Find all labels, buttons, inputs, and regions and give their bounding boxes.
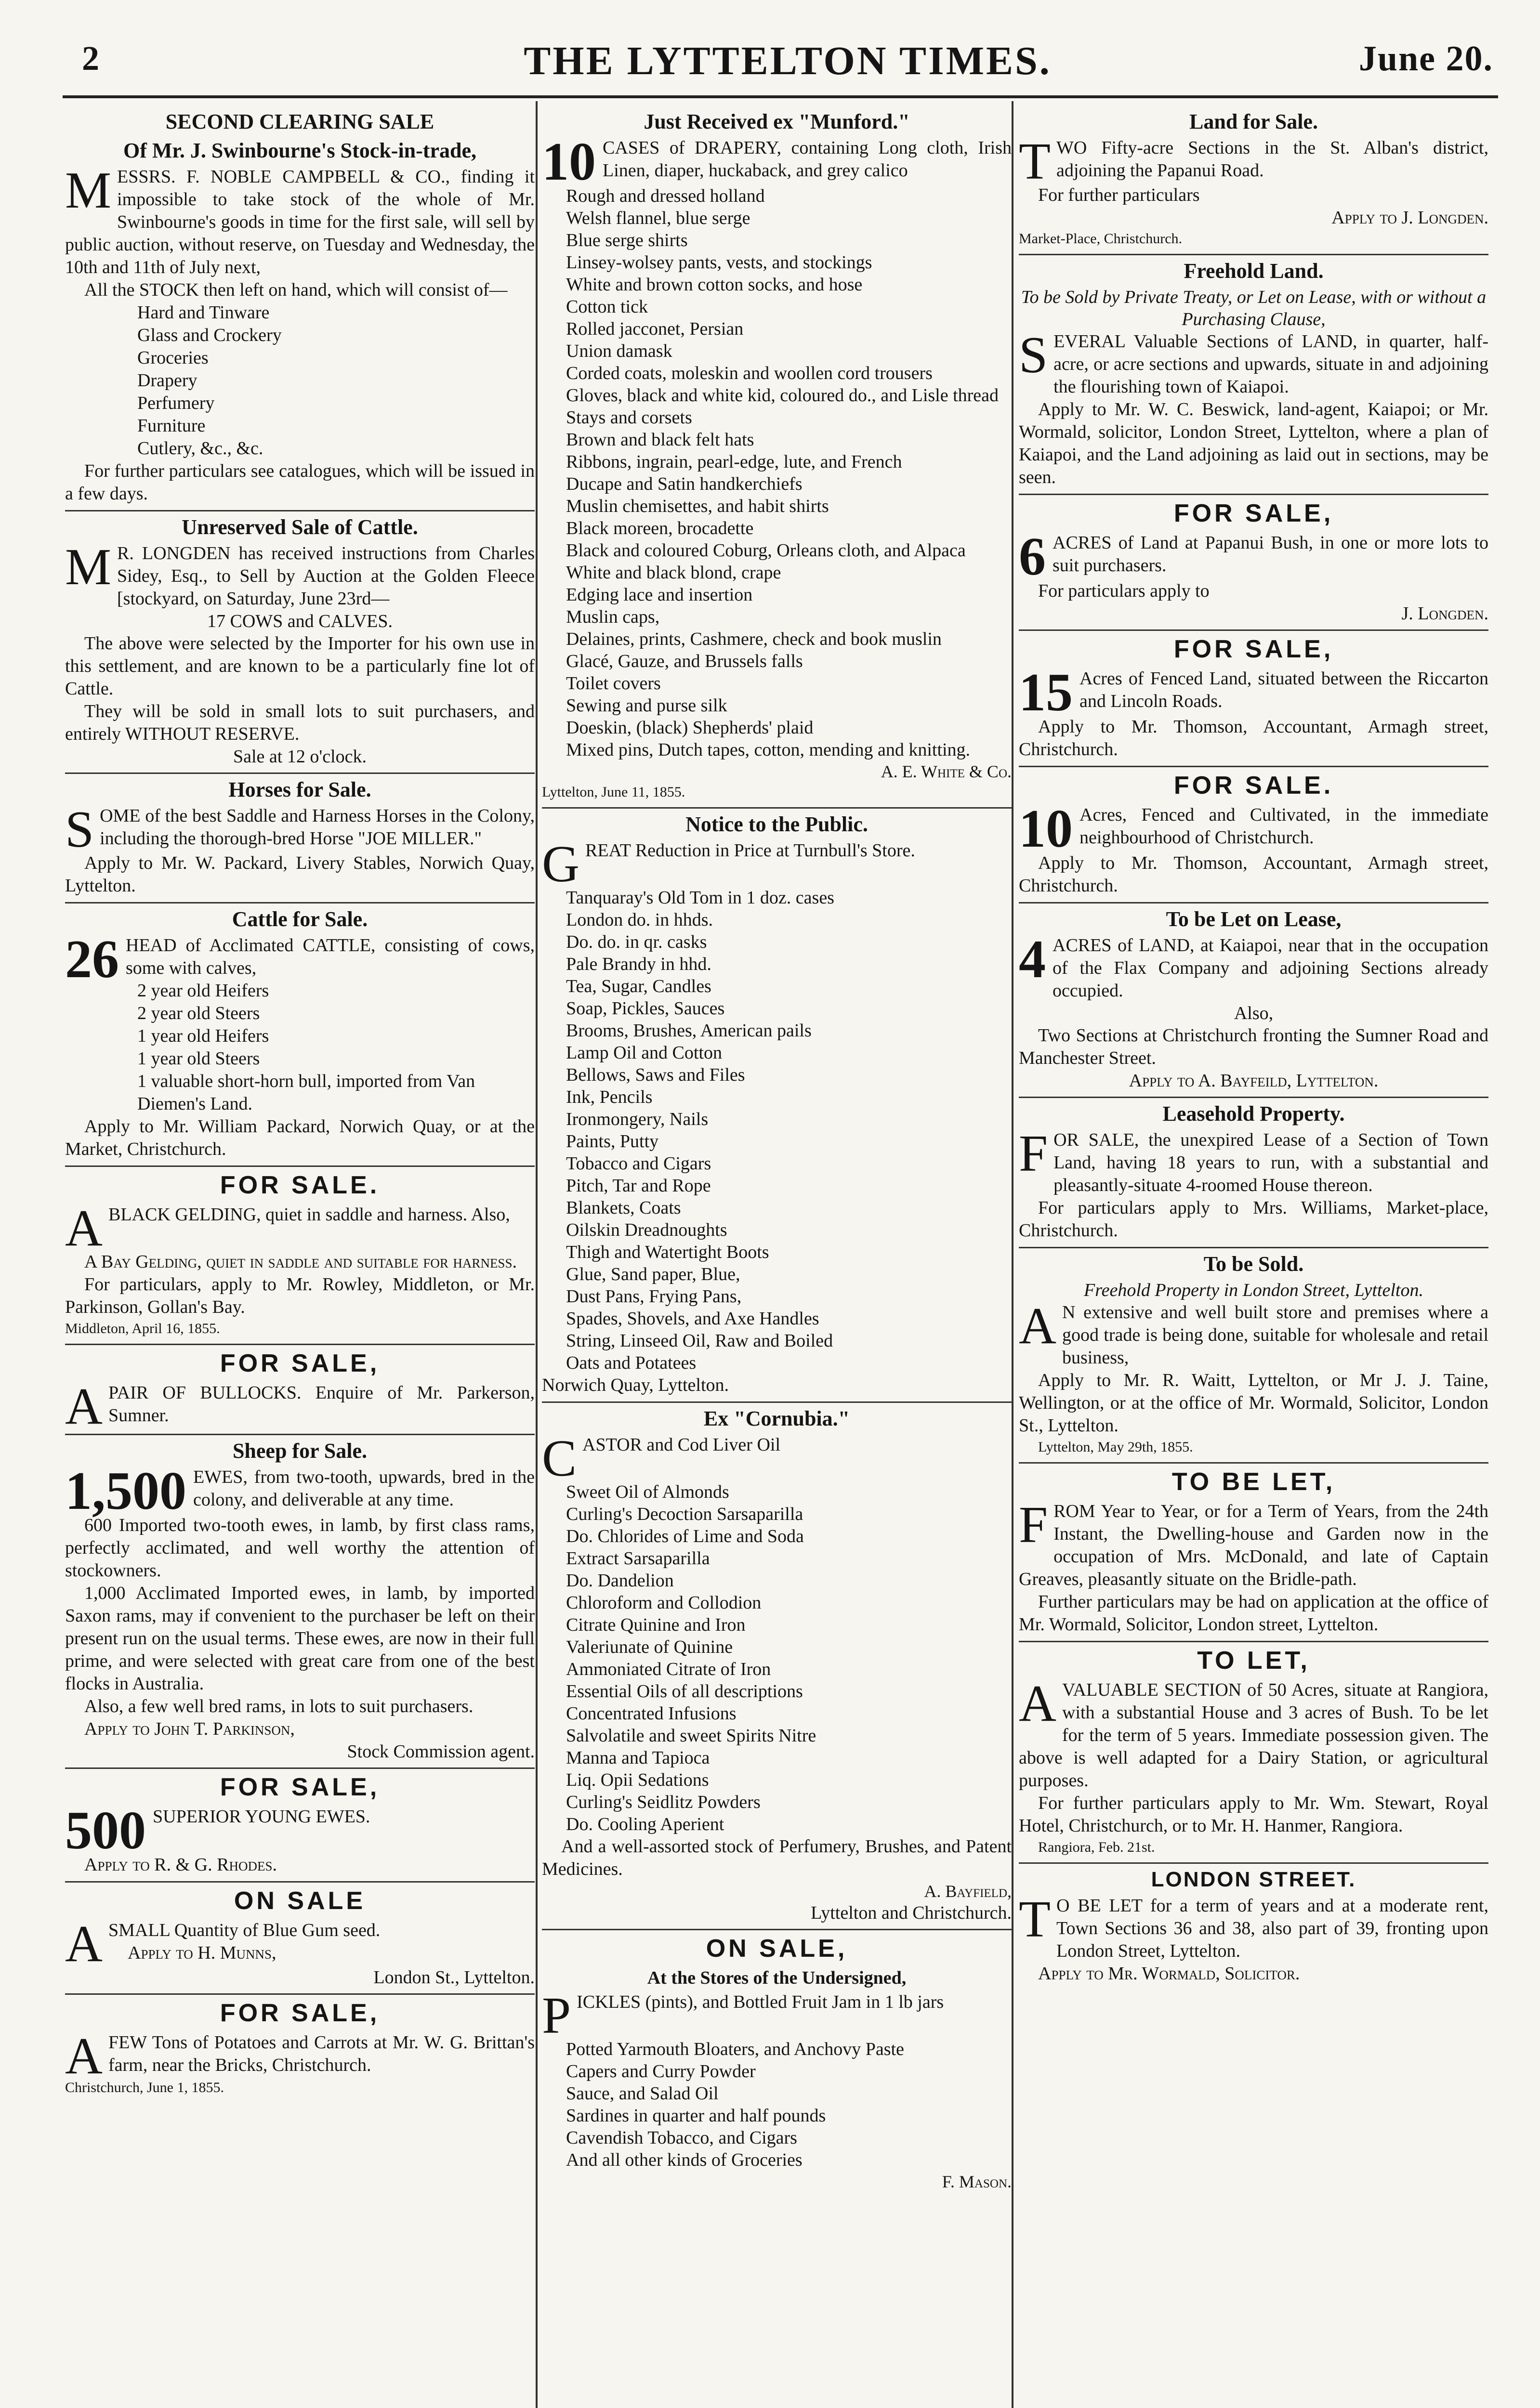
ad-bullocks — [65, 1348, 535, 1435]
list-item: Cavendish Tobacco, and Cigars — [566, 2128, 797, 2148]
ad-body: BLACK GELDING, quiet in saddle and harness. Also, — [108, 1204, 510, 1225]
ad-body: Apply to Mr. W. C. Beswick, land-agent, Kaiapoi; or Mr. Wormald, solicitor, London Street, Lyttelton, where a plan of Kaiapoi, and the Land adjoining as laid out in sections, may be seen. — [1019, 399, 1488, 487]
list-item: Capers and Curry Powder — [566, 2061, 756, 2081]
ad-clearing-sale — [65, 109, 535, 511]
list-item: Sardines in quarter and half pounds — [566, 2106, 826, 2126]
item-list — [542, 1481, 1012, 1835]
list-item: Cotton tick — [566, 297, 648, 317]
masthead-rule — [63, 95, 1498, 98]
ad-body: ACRES of LAND, at Kaiapoi, near that in the occupation of the Flax Company and adjoining Sections already occupied. — [1053, 935, 1488, 1001]
ad-signature: Apply to J. Longden. — [1331, 208, 1488, 228]
ad-heading: FOR SALE. — [220, 1171, 380, 1199]
ad-body: Acres of Fenced Land, situated between the Riccarton and Lincoln Roads. — [1079, 668, 1488, 711]
drop-cap: F — [1019, 1125, 1048, 1182]
ad-pickles — [542, 1933, 1012, 2197]
ad-body: Apply to Mr. William Packard, Norwich Quay, or at the Market, Christchurch. — [65, 1116, 535, 1159]
list-item: 1 valuable short-horn bull, imported from Van Diemen's Land. — [137, 1071, 475, 1114]
ad-signature: Lyttelton and Christchurch. — [811, 1903, 1012, 1923]
item-list — [542, 887, 1012, 1374]
ad-heading: To be Let on Lease, — [1166, 907, 1342, 931]
ad-body: R. LONGDEN has received instructions from Charles Sidey, Esq., to Sell by Auction at the Golden Fleece [stockyard, on Saturday, June 23rd— — [117, 543, 535, 609]
item-list — [65, 301, 535, 460]
ad-date: Lyttelton, June 11, 1855. — [542, 784, 685, 800]
ad-horses — [65, 777, 535, 903]
ad-heading: FOR SALE, — [1173, 635, 1334, 663]
drop-cap: P — [542, 1987, 571, 2044]
list-item: Curling's Seidlitz Powders — [566, 1792, 761, 1812]
list-item: Ironmongery, Nails — [566, 1109, 709, 1129]
list-item: Stays and corsets — [566, 407, 692, 428]
ad-body: Apply to R. & G. Rhodes. — [84, 1855, 277, 1875]
issue-date: June 20. — [1358, 39, 1493, 79]
ad-body: 1,000 Acclimated Imported ewes, in lamb, by imported Saxon rams, may if convenient to the purchaser be left on their present run on the usual terms. These ewes, are now in their full prime, and were selected with great care from one of the best flocks in Australia. — [65, 1583, 535, 1694]
ad-body: Two Sections at Christchurch fronting the Sumner Road and Manchester Street. — [1019, 1025, 1488, 1068]
list-item: Do. Chlorides of Lime and Soda — [566, 1526, 804, 1546]
ad-body: 600 Imported two-tooth ewes, in lamb, by first class rams, perfectly acclimated, and well worthy the attention of stockowners. — [65, 1515, 535, 1581]
ad-body: Sale at 12 o'clock. — [233, 746, 367, 767]
ad-body: Further particulars may be had on application at the office of Mr. Wormald, Solicitor, London street, Lyttelton. — [1019, 1592, 1488, 1635]
list-item: Union damask — [566, 341, 672, 361]
list-item: Spades, Shovels, and Axe Handles — [566, 1309, 819, 1329]
drop-cap: S — [1019, 327, 1048, 384]
list-item: Pitch, Tar and Rope — [566, 1176, 711, 1196]
list-item: Drapery — [137, 370, 197, 391]
ad-body: Apply to Mr. Thomson, Accountant, Armagh street, Christchurch. — [1019, 717, 1488, 759]
ad-body: And a well-assorted stock of Perfumery, Brushes, and Patent Medicines. — [542, 1836, 1012, 1879]
drop-number: 26 — [65, 929, 119, 989]
list-item: Lamp Oil and Cotton — [566, 1043, 723, 1063]
list-item: Mixed pins, Dutch tapes, cotton, mending and knitting. — [566, 740, 971, 760]
list-item: Muslin chemisettes, and habit shirts — [566, 496, 829, 516]
drop-cap: A — [1019, 1297, 1056, 1355]
ad-body: FEW Tons of Potatoes and Carrots at Mr. W. G. Brittan's farm, near the Bricks, Christchurch. — [108, 2032, 535, 2075]
list-item: Ink, Pencils — [566, 1087, 653, 1107]
ad-body: SUPERIOR YOUNG EWES. — [153, 1806, 370, 1827]
ad-heading: ON SALE — [234, 1887, 366, 1915]
ad-body: EVERAL Valuable Sections of LAND, in quarter, half-acre, or acre sections and upwards, situate in and adjoining the flourishing town of Kaiapoi. — [1053, 331, 1488, 397]
ad-body: Apply to John T. Parkinson, — [84, 1719, 295, 1739]
ad-body: They will be sold in small lots to suit purchasers, and entirely WITHOUT RESERVE. — [65, 701, 535, 744]
drop-cap: C — [542, 1430, 577, 1487]
ad-body: ICKLES (pints), and Bottled Fruit Jam in 1 lb jars — [577, 1992, 944, 2012]
list-item: White and black blond, crape — [566, 563, 781, 583]
drop-number: 1,500 — [65, 1461, 186, 1521]
drop-cap: A — [65, 2028, 103, 2085]
ad-fenced-land — [1019, 634, 1488, 767]
ad-body: OME of the best Saddle and Harness Horses in the Colony, including the thorough-bred Horse "JOE MILLER." — [100, 806, 535, 849]
ad-date: Rangiora, Feb. 21st. — [1038, 1839, 1155, 1855]
ad-body: SMALL Quantity of Blue Gum seed. — [108, 1920, 381, 1940]
ad-freehold-land — [1019, 258, 1488, 495]
list-item: Muslin caps, — [566, 607, 660, 627]
ad-body: A Bay Gelding, quiet in saddle and suitable for harness. — [84, 1252, 517, 1272]
list-item: Groceries — [137, 348, 209, 368]
list-item: Sweet Oil of Almonds — [566, 1482, 729, 1502]
list-item: Valeriunate of Quinine — [566, 1637, 733, 1657]
ad-body: Also, — [1234, 1003, 1274, 1023]
ad-blue-gum — [65, 1885, 535, 1995]
list-item: Linsey-wolsey pants, vests, and stockings — [566, 252, 872, 273]
ad-subheading: Freehold Property in London Street, Lyttelton. — [1084, 1280, 1423, 1300]
list-item: Rough and dressed holland — [566, 186, 765, 206]
ad-heading: To be Sold. — [1203, 1252, 1304, 1276]
list-item: 1 year old Heifers — [137, 1026, 269, 1046]
column-2 — [542, 106, 1012, 2408]
ad-subheading: To be Sold by Private Treaty, or Let on Lease, with or without a Purchasing Clause, — [1021, 287, 1487, 329]
column-3 — [1019, 106, 1488, 2408]
ad-heading: SECOND CLEARING SALE — [165, 110, 434, 133]
list-item: Dust Pans, Frying Pans, — [566, 1286, 742, 1307]
list-item: Potted Yarmouth Bloaters, and Anchovy Paste — [566, 2039, 904, 2059]
list-item: Furniture — [137, 416, 206, 436]
ad-subheading: Of Mr. J. Swinbourne's Stock-in-trade, — [123, 139, 476, 162]
ad-heading: FOR SALE, — [220, 1999, 380, 2027]
ad-signature: J. Longden. — [1401, 603, 1488, 624]
ad-body: Apply to Mr. R. Waitt, Lyttelton, or Mr J. J. Taine, Wellington, or at the office of Mr. Wormald, Solicitor, London St., Lyttelton. — [1019, 1370, 1488, 1436]
list-item: Hard and Tinware — [137, 302, 270, 323]
ad-papanui-acres — [1019, 498, 1488, 631]
list-item: Blankets, Coats — [566, 1198, 681, 1218]
ad-signature: F. Mason. — [942, 2172, 1012, 2191]
list-item: Oilskin Dreadnoughts — [566, 1220, 727, 1240]
ad-sheep — [65, 1438, 535, 1769]
ad-land-sale — [1019, 109, 1488, 255]
newspaper-title: THE LYTTELTON TIMES. — [524, 39, 1052, 83]
ad-body: REAT Reduction in Price at Turnbull's Store. — [585, 840, 915, 861]
ad-body: Apply to H. Munns, — [128, 1943, 276, 1963]
item-list — [65, 980, 535, 1115]
ad-body: 17 COWS and CALVES. — [207, 611, 393, 631]
list-item: Blue serge shirts — [566, 230, 688, 250]
list-item: Soap, Pickles, Sauces — [566, 998, 725, 1019]
ad-body: Apply to Mr. Thomson, Accountant, Armagh street, Christchurch. — [1019, 853, 1488, 896]
column-rule-2 — [1012, 101, 1014, 2408]
drop-number: 6 — [1019, 527, 1046, 587]
ad-body: VALUABLE SECTION of 50 Acres, situate at Rangiora, with a substantial House and 3 acres of Bush. To be let for the term of 5 years. Immediate possession given. The above is well adapted for a Dairy Station, or agricultural purposes. — [1019, 1680, 1488, 1791]
ad-heading: LONDON STREET. — [1151, 1868, 1356, 1891]
ad-heading: Land for Sale. — [1189, 110, 1318, 133]
drop-number: 4 — [1019, 929, 1046, 989]
ad-body: Also, a few well bred rams, in lots to suit purchasers. — [84, 1696, 474, 1716]
ad-body: For further particulars — [1038, 185, 1200, 205]
column-rule-1 — [536, 101, 538, 2408]
list-item: Glue, Sand paper, Blue, — [566, 1264, 740, 1284]
ad-gelding — [65, 1170, 535, 1345]
list-item: 1 year old Steers — [137, 1048, 260, 1069]
ad-date: Middleton, April 16, 1855. — [65, 1321, 220, 1336]
drop-cap: A — [65, 1200, 103, 1257]
ad-heading: Unreserved Sale of Cattle. — [182, 515, 418, 539]
ad-heading: Sheep for Sale. — [232, 1439, 368, 1463]
ad-subheading: At the Stores of the Undersigned, — [647, 1968, 907, 1988]
drop-number: 500 — [65, 1801, 146, 1860]
ad-signature: Apply to A. Bayfeild, Lyttelton. — [1129, 1071, 1379, 1091]
ad-cultivated-land — [1019, 770, 1488, 903]
list-item: Tanquaray's Old Tom in 1 doz. cases — [566, 888, 834, 908]
ad-body: ROM Year to Year, or for a Term of Years, from the 24th Instant, the Dwelling-house and Garden now in the occupation of Mrs. McDonald, and late of Captain Greaves, pleasantly situate on the Bridle-path. — [1019, 1501, 1488, 1589]
ad-leasehold — [1019, 1101, 1488, 1248]
ad-heading: Freehold Land. — [1184, 259, 1324, 283]
list-item: Manna and Tapioca — [566, 1748, 710, 1768]
list-item: Bellows, Saws and Files — [566, 1065, 745, 1085]
list-item: 2 year old Steers — [137, 1003, 260, 1023]
ad-body: The above were selected by the Importer for his own use in this settlement, and are known to be a particularly fine lot of Cattle. — [65, 633, 535, 699]
ad-heading: Horses for Sale. — [228, 778, 371, 801]
list-item: Do. Dandelion — [566, 1570, 674, 1591]
ad-body: ASTOR and Cod Liver Oil — [582, 1435, 780, 1455]
ad-body: Norwich Quay, Lyttelton. — [542, 1375, 729, 1395]
drop-cap: A — [65, 1915, 103, 1973]
ad-body: N extensive and well built store and premises where a good trade is being done, suitable for wholesale and retail business, — [1062, 1302, 1488, 1368]
list-item: Tea, Sugar, Candles — [566, 976, 711, 996]
list-item: Ducape and Satin handkerchiefs — [566, 474, 803, 494]
drop-number: 10 — [1019, 799, 1073, 859]
ad-heading: TO BE LET, — [1171, 1468, 1336, 1496]
list-item: Glacé, Gauze, and Brussels falls — [566, 651, 803, 671]
list-item: Liq. Opii Sedations — [566, 1770, 709, 1790]
masthead — [82, 34, 1493, 87]
ad-date: Lyttelton, May 29th, 1855. — [1038, 1439, 1193, 1455]
list-item: Chloroform and Collodion — [566, 1593, 762, 1613]
list-item: Toilet covers — [566, 673, 661, 694]
ad-heading: Cattle for Sale. — [232, 907, 368, 931]
ad-date: Christchurch, June 1, 1855. — [65, 2080, 224, 2095]
list-item: Edging lace and insertion — [566, 585, 753, 605]
ad-address: Market-Place, Christchurch. — [1019, 231, 1183, 247]
ad-cornubia — [542, 1406, 1012, 1930]
list-item: Perfumery — [137, 393, 215, 413]
list-item: Brown and black felt hats — [566, 430, 754, 450]
ad-body: O BE LET for a term of years and at a moderate rent, Town Sections 36 and 38, also part of 39, fronting upon London Street, Lyttelton. — [1056, 1896, 1488, 1961]
list-item: Oats and Potatees — [566, 1353, 697, 1373]
ad-body: For particulars, apply to Mr. Rowley, Middleton, or Mr. Parkinson, Gollan's Bay. — [65, 1274, 535, 1317]
ad-signature: London St., Lyttelton. — [373, 1967, 535, 1988]
list-item: Thigh and Watertight Boots — [566, 1242, 769, 1262]
ad-heading: Just Received ex "Munford." — [644, 110, 910, 133]
ad-body: EWES, from two-tooth, upwards, bred in the colony, and deliverable at any time. — [193, 1467, 535, 1510]
ad-notice-public — [542, 811, 1012, 1403]
item-list — [542, 185, 1012, 761]
ad-body: All the STOCK then left on hand, which will consist of— — [84, 280, 508, 300]
ad-signature: A. Bayfield, — [924, 1882, 1012, 1901]
ad-body: For particulars apply to Mrs. Williams, Market-place, Christchurch. — [1019, 1198, 1488, 1241]
list-item: Tobacco and Cigars — [566, 1153, 711, 1174]
ad-body: Apply to Mr. W. Packard, Livery Stables, Norwich Quay, Lyttelton. — [65, 853, 535, 896]
drop-cap: A — [65, 1378, 103, 1435]
list-item: Rolled jacconet, Persian — [566, 319, 744, 339]
list-item: Curling's Decoction Sarsaparilla — [566, 1504, 803, 1524]
ad-to-be-let — [1019, 1466, 1488, 1642]
column-1 — [65, 106, 535, 2408]
drop-cap: G — [542, 836, 579, 893]
drop-cap: M — [65, 538, 112, 596]
list-item: White and brown cotton socks, and hose — [566, 275, 863, 295]
drop-cap: M — [65, 162, 112, 219]
list-item: Salvolatile and sweet Spirits Nitre — [566, 1726, 816, 1746]
list-item: London do. in hhds. — [566, 910, 713, 930]
list-item: Delaines, prints, Cashmere, check and book muslin — [566, 629, 942, 649]
ad-to-be-sold — [1019, 1251, 1488, 1464]
list-item: Concentrated Infusions — [566, 1703, 737, 1724]
list-item: Citrate Quinine and Iron — [566, 1615, 746, 1635]
drop-cap: T — [1019, 1891, 1051, 1948]
ad-potatoes — [65, 1998, 535, 2103]
ad-heading: ON SALE, — [706, 1935, 848, 1963]
ad-to-let-rangiora — [1019, 1645, 1488, 1864]
list-item: Do. Cooling Aperient — [566, 1814, 724, 1834]
list-item: Ammoniated Citrate of Iron — [566, 1659, 771, 1679]
drop-number: 10 — [542, 132, 596, 192]
list-item: Black and coloured Coburg, Orleans cloth, and Alpaca — [566, 540, 966, 561]
list-item: Sewing and purse silk — [566, 695, 727, 716]
drop-cap: F — [1019, 1496, 1048, 1554]
ad-body: ACRES of Land at Papanui Bush, in one or more lots to suit purchasers. — [1053, 533, 1488, 576]
ad-drapery — [542, 109, 1012, 809]
ad-signature: A. E. White & Co. — [881, 762, 1012, 781]
ad-body: Apply to Mr. Wormald, Solicitor. — [1038, 1963, 1300, 1984]
list-item: Do. do. in qr. casks — [566, 932, 707, 952]
ad-body: PAIR OF BULLOCKS. Enquire of Mr. Parkerson, Sumner. — [108, 1383, 535, 1426]
ad-body: Acres, Fenced and Cultivated, in the immediate neighbourhood of Christchurch. — [1079, 805, 1488, 848]
ad-body: ESSRS. F. NOBLE CAMPBELL & CO., finding it impossible to take stock of the whole of Mr. Swinbourne's goods in time for the first sale, will sell by public auction, without reserve, on Tuesday and Wednesday, the 10th and 11th of July next, — [65, 167, 535, 277]
ad-heading: FOR SALE, — [1173, 499, 1334, 527]
ad-london-street — [1019, 1867, 1488, 1990]
list-item: Welsh flannel, blue serge — [566, 208, 750, 228]
ad-ewes — [65, 1772, 535, 1883]
list-item: Glass and Crockery — [137, 325, 282, 345]
list-item: Cutlery, &c., &c. — [137, 438, 263, 458]
ad-body: For particulars apply to — [1038, 581, 1210, 601]
drop-cap: A — [1019, 1675, 1056, 1732]
list-item: String, Linseed Oil, Raw and Boiled — [566, 1331, 833, 1351]
ad-heading: FOR SALE, — [220, 1349, 380, 1377]
ad-signature: Stock Commission agent. — [347, 1741, 535, 1762]
ad-body: For further particulars apply to Mr. Wm. Stewart, Royal Hotel, Christchurch, or to Mr. H. Hanmer, Rangiora. — [1019, 1793, 1488, 1836]
ad-heading: Ex "Cornubia." — [703, 1407, 850, 1430]
ad-heading: FOR SALE, — [220, 1773, 380, 1801]
ad-heading: TO LET, — [1197, 1647, 1310, 1675]
list-item: Brooms, Brushes, American pails — [566, 1021, 812, 1041]
list-item: Pale Brandy in hhd. — [566, 954, 711, 974]
ad-body: OR SALE, the unexpired Lease of a Section of Town Land, having 18 years to run, with a substantial and pleasantly-situate 4-roomed House thereon. — [1053, 1130, 1488, 1195]
list-item: Ribbons, ingrain, pearl-edge, lute, and French — [566, 452, 902, 472]
ad-cattle — [65, 906, 535, 1167]
ad-body: CASES of DRAPERY, containing Long cloth, Irish Linen, diaper, huckaback, and grey calico — [603, 138, 1012, 181]
drop-cap: T — [1019, 133, 1051, 190]
list-item: 2 year old Heifers — [137, 981, 269, 1001]
ad-cattle-sale — [65, 514, 535, 774]
ad-heading: Leasehold Property. — [1162, 1102, 1345, 1125]
list-item: Black moreen, brocadette — [566, 518, 754, 538]
item-list — [542, 2038, 1012, 2171]
list-item: Corded coats, moleskin and woollen cord trousers — [566, 363, 933, 383]
drop-number: 15 — [1019, 663, 1073, 722]
list-item: Sauce, and Salad Oil — [566, 2083, 719, 2104]
list-item: Paints, Putty — [566, 1131, 659, 1152]
ad-heading: FOR SALE. — [1173, 772, 1334, 799]
page-number: 2 — [82, 39, 99, 78]
list-item: Extract Sarsaparilla — [566, 1548, 710, 1569]
drop-cap: S — [65, 801, 94, 858]
ad-body: For further particulars see catalogues, which will be issued in a few days. — [65, 461, 535, 504]
list-item: And all other kinds of Groceries — [566, 2150, 803, 2170]
ad-lease-kaiapoi — [1019, 906, 1488, 1098]
list-item: Gloves, black and white kid, coloured do., and Lisle thread — [566, 385, 999, 406]
ad-body: WO Fifty-acre Sections in the St. Alban's district, adjoining the Papanui Road. — [1056, 138, 1488, 181]
ad-body: HEAD of Acclimated CATTLE, consisting of cows, some with calves, — [126, 935, 535, 978]
list-item: Essential Oils of all descriptions — [566, 1681, 803, 1701]
ad-heading: Notice to the Public. — [685, 812, 868, 836]
list-item: Doeskin, (black) Shepherds' plaid — [566, 718, 814, 738]
